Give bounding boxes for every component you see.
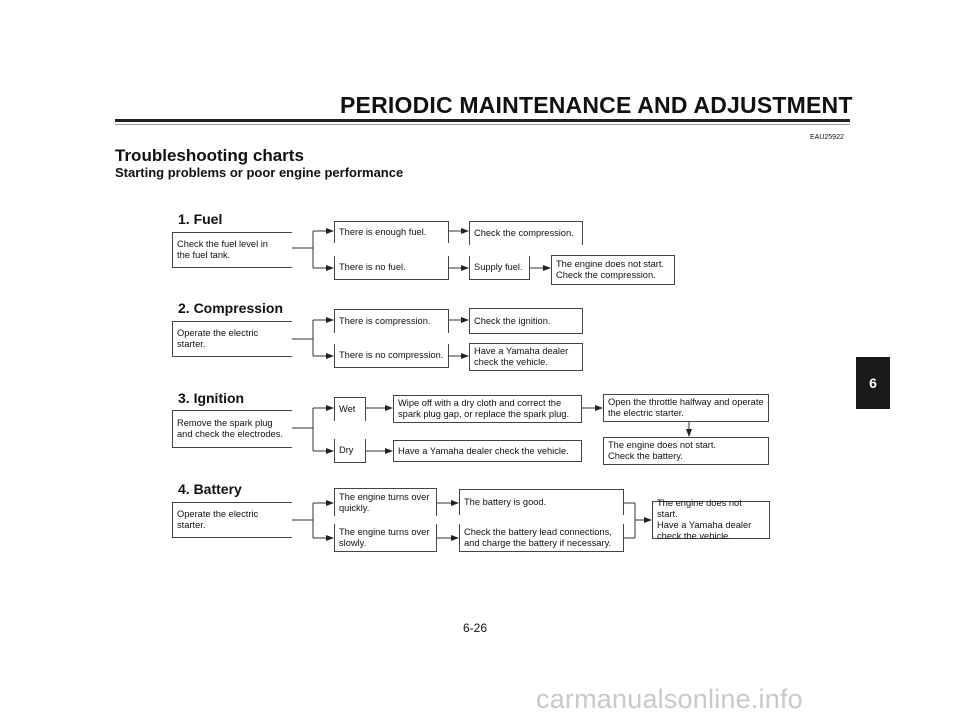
fuel-none-box (334, 256, 449, 280)
battery-start-box (172, 502, 292, 538)
fuel-heading: 1. Fuel (178, 211, 223, 227)
ignition-throttle-text: Open the throttle halfway and operate the electric starter. (608, 397, 764, 418)
compression-start-box (172, 321, 292, 357)
ignition-heading: 3. Ignition (178, 390, 245, 406)
ignition-no-start-box (603, 437, 769, 465)
ignition-start-box (172, 410, 292, 448)
page-header-title: PERIODIC MAINTENANCE AND ADJUSTMENT (340, 92, 853, 118)
battery-heading: 4. Battery (178, 481, 242, 497)
fuel-none-text: There is no fuel. (339, 262, 406, 272)
battery-no-start-text: The engine does not start. Have a Yamaha dealer check the vehicle. (657, 498, 752, 541)
check-ignition-box (469, 308, 583, 334)
ignition-wipe-box (393, 395, 582, 423)
compression-yes-box (334, 309, 449, 333)
battery-check-leads-box (459, 524, 624, 552)
ignition-dry-box (334, 439, 366, 463)
compression-no-box (334, 344, 449, 368)
compression-yes-text: There is compression. (339, 316, 431, 326)
fuel-start-text: Check the fuel level in the fuel tank. (177, 239, 268, 260)
ignition-wet-text: Wet (339, 404, 356, 414)
compression-dealer-box (469, 343, 583, 371)
battery-slow-box (334, 524, 437, 552)
check-ignition-text: Check the ignition. (474, 315, 551, 326)
ignition-wipe-text: Wipe off with a dry cloth and correct the spark plug gap, or replace the spark plug. (398, 398, 570, 419)
ignition-dry-text: Dry (339, 445, 354, 455)
battery-slow-text: The engine turns over slowly. (339, 526, 430, 548)
battery-start-text: Operate the electric starter. (177, 509, 259, 530)
compression-dealer-text: Have a Yamaha dealer check the vehicle. (474, 346, 569, 367)
fuel-check-compression-box (469, 221, 583, 245)
fuel-check-compression-text: Check the compression. (474, 228, 574, 238)
ignition-dealer-text: Have a Yamaha dealer check the vehicle. (398, 445, 569, 456)
ignition-wet-box (334, 397, 366, 421)
page-number: 6-26 (463, 621, 488, 635)
ignition-dealer-box (393, 440, 582, 462)
battery-good-text: The battery is good. (464, 497, 547, 507)
battery-quick-text: The engine turns over quickly. (339, 491, 430, 513)
fuel-no-start-text: The engine does not start. Check the compression. (556, 259, 665, 280)
battery-no-start-box (652, 498, 770, 541)
battery-check-leads-text: Check the battery lead connections, and charge the battery if necessary. (464, 526, 612, 548)
section-subtitle: Starting problems or poor engine performance (115, 165, 404, 180)
ignition-throttle-box (603, 394, 769, 422)
document-code: EAU25922 (810, 134, 844, 141)
compression-no-text: There is no compression. (339, 350, 444, 360)
chapter-tab: 6 (856, 357, 890, 409)
battery-quick-box (334, 488, 437, 516)
fuel-supply-box (469, 256, 530, 280)
fuel-no-start-box (551, 255, 675, 285)
battery-good-box (459, 489, 624, 515)
ignition-start-text: Remove the spark plug and check the electrodes. (177, 418, 283, 439)
fuel-supply-text: Supply fuel. (474, 262, 523, 272)
section-title: Troubleshooting charts (115, 146, 304, 165)
ignition-no-start-text: The engine does not start. Check the battery. (608, 440, 717, 461)
compression-heading: 2. Compression (178, 300, 284, 316)
watermark: carmanualsonline.info (536, 684, 803, 714)
fuel-start-box (172, 232, 292, 268)
fuel-enough-box (334, 221, 449, 243)
fuel-enough-text: There is enough fuel. (339, 227, 427, 237)
compression-start-text: Operate the electric starter. (177, 328, 259, 349)
